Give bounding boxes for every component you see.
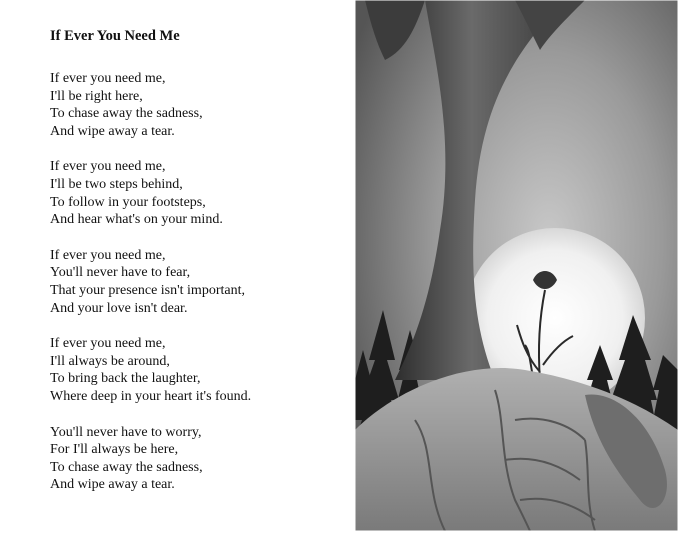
stanza-1 — [50, 70, 350, 140]
tree-moon-illustration — [355, 0, 678, 531]
poem-line: And wipe away a tear. — [50, 123, 175, 139]
poem-line: I'll be two steps behind, — [50, 176, 183, 192]
poem-line: To chase away the sadness, — [50, 106, 203, 122]
poem-line: And wipe away a tear. — [50, 477, 175, 493]
poem-title: If Ever You Need Me — [50, 28, 180, 44]
poem-line: You'll never have to worry, — [50, 424, 202, 440]
poem-line: Where deep in your heart it's found. — [50, 388, 252, 404]
poem-line: If ever you need me, — [50, 336, 166, 352]
poem — [50, 28, 350, 512]
stanza-4 — [50, 335, 350, 405]
poem-line: And hear what's on your mind. — [50, 212, 223, 228]
poem-line: You'll never have to fear, — [50, 265, 191, 281]
poem-line: For I'll always be here, — [50, 442, 179, 458]
poem-line: If ever you need me, — [50, 159, 166, 175]
stanza-2 — [50, 158, 350, 228]
poem-line: If ever you need me, — [50, 71, 166, 86]
poem-line: I'll be right here, — [50, 88, 143, 104]
stanza-3 — [50, 247, 350, 317]
poem-line: I'll always be around, — [50, 353, 170, 369]
poem-line: To chase away the sadness, — [50, 459, 203, 475]
poem-line: If ever you need me, — [50, 247, 166, 263]
poem-line: That your presence isn't important, — [50, 282, 245, 298]
stanza-5 — [50, 424, 350, 494]
poem-line: To bring back the laughter, — [50, 371, 201, 387]
poem-line: To follow in your footsteps, — [50, 194, 206, 210]
poem-line: And your love isn't dear. — [50, 300, 188, 316]
